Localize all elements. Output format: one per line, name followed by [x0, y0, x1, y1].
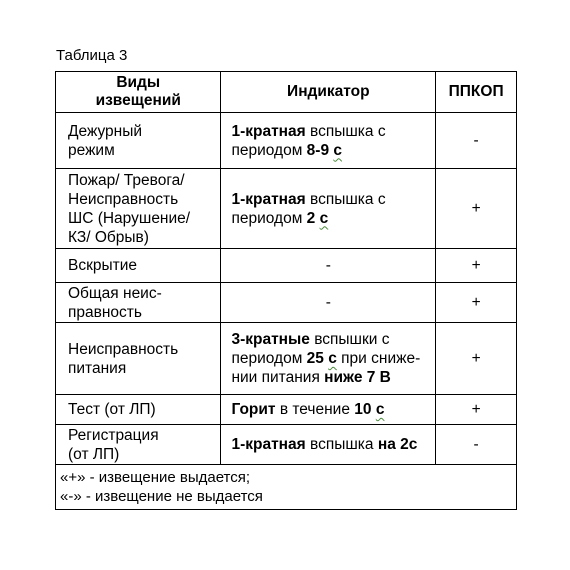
legend-row: [56, 465, 517, 510]
table-row: [56, 395, 517, 425]
legend-line: «-» - извещение не выдается: [60, 488, 263, 505]
indicator-line: [221, 257, 435, 275]
table-row: [56, 323, 517, 395]
signal-type-line: правность: [68, 303, 142, 321]
indicator-cell: [221, 169, 436, 249]
indicator-text: 25: [306, 350, 329, 367]
indicator-text: периодом: [231, 209, 307, 227]
indicator-text: ниже 7 В: [324, 369, 391, 386]
signal-type-cell: [56, 249, 221, 283]
indicator-line: [231, 400, 435, 419]
indicator-text: 1-кратная: [231, 436, 306, 453]
indicator-cell: [221, 425, 436, 465]
indicator-text: вспышки с: [309, 331, 390, 348]
table-row: [56, 425, 517, 465]
indicator-line: [231, 349, 435, 368]
indicator-cell: [221, 323, 436, 395]
signal-type-line: КЗ/ Обрыв): [68, 228, 149, 246]
indicator-cell: [221, 395, 436, 425]
table-caption: Таблица 3: [56, 47, 128, 64]
signal-type-cell: [56, 395, 221, 425]
indicator-line: [231, 141, 435, 160]
ppkop-cell: -: [436, 113, 517, 169]
ppkop-cell: +: [436, 395, 517, 425]
indicator-text: 1-кратная: [231, 122, 306, 140]
header-types-line1: Виды: [116, 74, 161, 91]
signal-type-line: Неисправность: [68, 340, 179, 358]
indicator-text: при сниже-: [336, 350, 421, 367]
indicator-cell: [221, 113, 436, 169]
indicator-text: 3-кратные: [231, 331, 310, 348]
signal-type-cell: [56, 283, 221, 323]
table-header-row: [56, 72, 517, 113]
signal-type-line: (от ЛП): [68, 445, 120, 463]
signal-type-line: питания: [68, 359, 127, 377]
ppkop-cell: +: [436, 283, 517, 323]
ppkop-cell: +: [436, 323, 517, 395]
signal-type-cell: [56, 323, 221, 395]
indicator-text: вспышка с: [305, 190, 386, 208]
ppkop-cell: -: [436, 425, 517, 465]
header-types-line2: извещений: [95, 92, 181, 109]
indicator-line: [231, 122, 435, 141]
table-row: [56, 169, 517, 249]
table-row: [56, 283, 517, 323]
indicator-text: с: [375, 401, 385, 418]
header-indicator: Индикатор: [221, 72, 436, 113]
signal-type-line: Регистрация: [68, 426, 159, 444]
indicator-text: -: [325, 256, 331, 274]
indicator-text: 8-9: [306, 141, 334, 159]
legend-line: «+» - извещение выдается;: [60, 469, 251, 486]
indicator-text: вспышка: [305, 436, 378, 453]
signal-type-line: Вскрытие: [68, 257, 138, 274]
header-ppkop: ППКОП: [436, 72, 517, 113]
indicator-text: 10: [354, 401, 376, 418]
indicator-text: с: [328, 350, 337, 367]
signal-type-line: Общая неис-: [68, 284, 162, 302]
indicator-text: периодом: [231, 141, 307, 159]
indicator-text: -: [325, 293, 331, 311]
indicator-line: [221, 294, 435, 312]
indicator-text: с: [333, 141, 342, 159]
signal-type-cell: [56, 113, 221, 169]
signal-type-line: Неисправность: [68, 190, 179, 208]
signal-type-line: режим: [68, 141, 115, 159]
signal-type-cell: [56, 169, 221, 249]
table-row: [56, 249, 517, 283]
indicator-cell: [221, 283, 436, 323]
indicator-text: 2: [306, 209, 320, 227]
ppkop-cell: +: [436, 169, 517, 249]
indicator-text: с: [319, 209, 329, 227]
indicator-line: [231, 435, 435, 454]
signal-type-line: Тест (от ЛП): [68, 401, 156, 418]
table-row: [56, 113, 517, 169]
indicator-cell: [221, 249, 436, 283]
indicator-text: Горит: [231, 401, 276, 418]
indicator-line: [231, 190, 435, 209]
indicator-line: [231, 368, 435, 387]
indicator-text: в течение: [275, 401, 355, 418]
indicator-text: периодом: [231, 350, 307, 367]
indicator-text: 1-кратная: [231, 190, 306, 208]
indicator-line: [231, 209, 435, 228]
indicator-line: [231, 330, 435, 349]
signal-type-line: ШС (Нарушение/: [68, 209, 191, 227]
header-types: [56, 72, 221, 113]
indicator-text: вспышка с: [305, 122, 386, 140]
signals-table: [55, 71, 517, 510]
signal-type-cell: [56, 425, 221, 465]
signal-type-line: Дежурный: [68, 122, 143, 140]
ppkop-cell: +: [436, 249, 517, 283]
indicator-text: нии питания: [231, 369, 325, 386]
signal-type-line: Пожар/ Тревога/: [68, 171, 185, 189]
indicator-text: на 2с: [377, 436, 418, 453]
legend-cell: [56, 465, 517, 510]
